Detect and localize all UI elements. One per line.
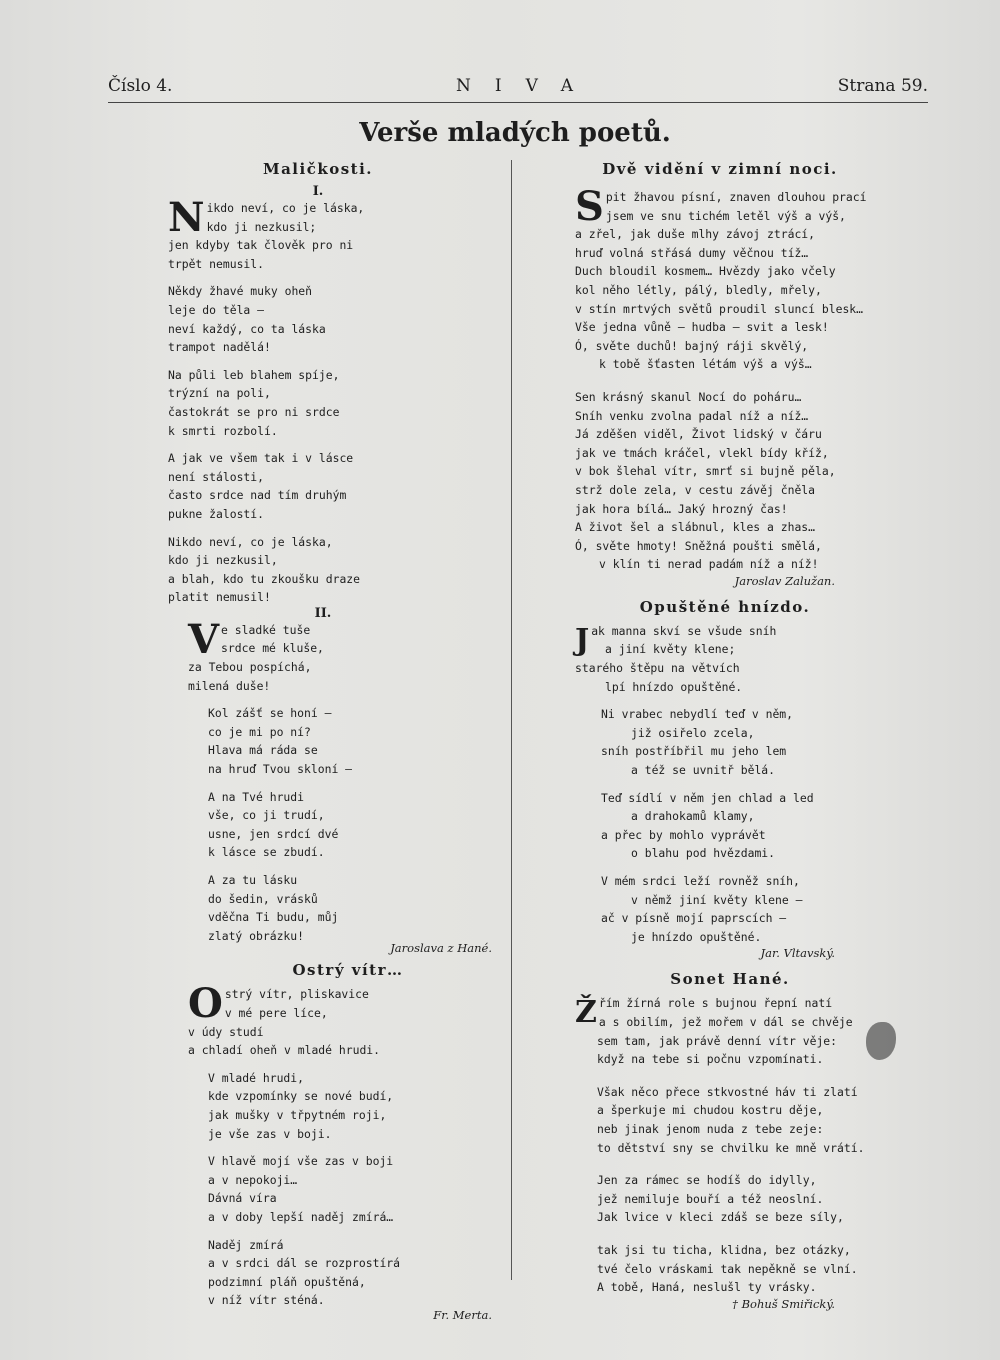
verse-line: Ni vrabec nebydlí teď v něm, [601,707,794,722]
stanza [168,194,468,273]
verse-line: A za tu lásku [208,873,298,887]
verse-line: a v doby lepší naděj zmírá… [208,1209,394,1224]
stanza [168,615,468,695]
poem-title: Opuštěné hnízdo. [639,597,811,616]
verse-line: Někdy žhavé muky oheň [168,284,313,299]
stanza [575,1171,865,1227]
stanza [168,871,468,945]
verse-line: Na půli leb blahem spíje, [168,367,340,382]
verse-line: Vše jedna vůně — hudba — svit a lesk! [575,320,829,335]
issue-number: Číslo 4. [108,76,173,96]
verse-line: Duch bloudil kosmem… Hvězdy jako včely [575,264,836,279]
stanza [168,1069,468,1143]
stanza [168,366,468,440]
verse-line: a v srdci dál se rozprostírá [208,1256,401,1271]
verse-line: usne, jen srdcí dvé [208,826,339,841]
verse-line: podzimní pláň opuštěná, [208,1274,366,1289]
ink-stain [866,1022,896,1060]
drop-cap: O [188,980,223,1028]
verse-line: kdo ji nezkusil, [168,553,278,568]
poem-author: Fr. Merta. [433,1307,492,1322]
column-divider [511,160,512,1280]
verse-line: A život šel a slábnul, kles a zhas… [575,520,816,535]
verse-line: neví každý, co ta láska [168,321,326,336]
verse-line: ikdo neví, co je láska, [206,201,365,215]
verse-line: Však něco přece stkvostné háv ti zlatí [597,1084,858,1099]
verse-line: častokrát se pro ni srdce [168,404,340,419]
stanza [575,994,865,1068]
verse-line: v bok šlehal vítr, smrť si bujně pěla, [575,464,836,479]
verse-line: Já zděšen viděl, Život lidský v čáru [575,427,822,442]
verse-line: a blah, kdo tu zkoušku draze [168,571,361,586]
poem-malickosti [168,160,492,956]
verse-line: vděčna Ti budu, můj [208,910,339,925]
magazine-name: NIVA [456,76,597,96]
poem-sonet-hane [575,970,865,1310]
verse-line: trpět nemusil. [168,256,265,271]
stanza [575,183,867,374]
verse-line: Dávná víra [208,1191,277,1206]
stanza [168,704,468,778]
poem-opustene-hnizdo [575,598,865,961]
verse-line: kde vzpomínky se nové budí, [208,1089,394,1104]
right-column [575,160,865,1311]
poem-title: Maličkosti. [262,160,374,178]
poem-author: Jaroslava z Hané. [390,941,492,956]
verse-line: řím žírná role s bujnou řepní natí [598,996,833,1011]
poem-author: † Bohuš Smiřický. [732,1296,835,1311]
verse-line: ak manna skví se všude sníh [591,623,777,638]
drop-cap: V [188,615,220,663]
verse-line: A tobě, Haná, neslušl ty vrásky. [597,1280,817,1295]
verse-line: Ó, světe duchů! bajný ráji skvělý, [575,338,809,353]
verse-line: Jen za rámec se hodíš do idylly, [597,1173,817,1188]
verse-line: je vše zas v boji. [208,1126,332,1141]
verse-line: v mé pere líce, [224,1005,328,1020]
verse-line: k tobě šťasten létám výš a výš… [599,357,812,372]
verse-line: jak ve tmách kráčel, vlekl bídy kříž, [575,445,829,460]
stanza [168,282,468,356]
poem-ostry-vitr [168,961,492,1322]
verse-line: Teď sídlí v něm jen chlad a led [601,790,814,805]
verse-line: často srdce nad tím druhým [168,488,347,503]
stanza [575,1241,865,1297]
left-column [168,160,492,1322]
verse-line: platit nemusil! [168,590,271,605]
verse-line: trampot nadělá! [168,340,271,355]
verse-line: o blahu pod hvězdami. [631,846,776,861]
verse-line: a s obilím, jež mořem v dál se chvěje [598,1014,853,1029]
verse-line: srdce mé kluše, [221,641,324,656]
poem-dve-videni [575,160,865,588]
verse-line: a v nepokoji… [208,1172,298,1187]
stanza [168,533,468,607]
verse-line: když na tebe si počnu vzpomínati. [597,1052,824,1067]
verse-line: za Tebou pospíchá, [188,660,312,675]
verse-line: lpí hnízdo opuštěné. [605,679,743,694]
verse-line: V mém srdci leží rovněž sníh, [601,874,800,888]
verse-line: již osiřelo zcela, [631,725,755,740]
stanza [168,1152,468,1226]
verse-line: není stálosti, [168,469,265,484]
verse-line: V hlavě mojí vše zas v boji [208,1154,394,1169]
verse-line: a chladí oheň v mladé hrudi. [188,1043,381,1058]
stanza [575,789,865,863]
stanza [168,788,468,862]
drop-cap: J [575,622,590,658]
verse-line: k lásce se zbudí. [208,845,325,860]
stanza [575,622,865,696]
verse-line: neb jinak jenom nuda z tebe zeje: [597,1121,824,1136]
verse-line: Ó, světe hmoty! Sněžná poušti smělá, [575,538,822,553]
verse-line: strý vítr, pliskavice [224,987,369,1002]
page-number: Strana 59. [837,76,928,96]
verse-line: a šperkuje mi chudou kostru děje, [597,1103,824,1118]
verse-line: a též se uvnitř bělá. [631,763,776,778]
verse-line: v stín mrtvých světů proudil sluncí blesk… [575,301,864,316]
stanza [168,449,468,523]
verse-line: e sladké tuše [221,622,311,637]
page-header [108,76,928,103]
drop-cap: Ž [575,995,597,1031]
verse-line: jak mušky v třpytném roji, [208,1107,387,1122]
verse-line: A jak ve všem tak i v lásce [168,451,354,466]
verse-line: jsem ve snu tichém letěl výš a výš, [605,208,846,223]
verse-line: ač v písně mojí paprscích — [601,911,787,926]
verse-line: pukne žalostí. [168,506,265,521]
verse-line: kol něho létly, pálý, bledly, mřely, [575,282,822,297]
stanza [168,1236,468,1310]
verse-line: k smrti rozbolí. [168,423,278,438]
verse-line: Hlava má ráda se [208,743,318,758]
verse-line: A na Tvé hrudi [208,789,305,804]
verse-line: Kol zášť se honí — [208,706,332,721]
verse-line: jež nemiluje bouří a též neoslní. [597,1191,824,1206]
stanza [575,872,865,946]
verse-line: je hnízdo opuštěné. [631,929,762,944]
verse-line: trýzní na poli, [168,386,271,401]
verse-line: vše, co ji trudí, [208,808,325,823]
verse-line: v klín ti nerad padám níž a níž! [599,557,819,572]
stanza [575,1083,865,1157]
verse-line: jen kdyby tak člověk pro ni [168,238,354,253]
verse-line: v níž vítr sténá. [208,1293,325,1308]
verse-line: tvé čelo vráskami tak nepěkně se vlní. [597,1261,858,1276]
verse-line: jak hora bílá… Jaký hrozný čas! [575,501,788,516]
verse-line: co je mi po ní? [208,724,311,739]
verse-line: pit žhavou písní, znaven dlouhou prací [605,190,867,204]
verse-line: na hruď Tvou skloní — [208,762,353,777]
verse-line: hruď volná střásá dumy věčnou tíž… [575,245,809,260]
poem-title: Dvě vidění v zimní noci. [602,160,838,178]
verse-line: v údy studí [188,1024,264,1039]
section-number: I. [312,184,324,199]
section-number: II. [314,605,332,621]
stanza [575,388,865,574]
verse-line: strž dole zela, v cestu závěj čněla [575,482,816,497]
verse-line: sem tam, jak právě denní vítr věje: [597,1033,838,1048]
verse-line: leje do těla — [168,302,265,317]
verse-line: a přec by mohlo vyprávět [601,827,766,842]
verse-line: milená duše! [188,678,271,693]
poem-title: Sonet Hané. [670,970,790,989]
verse-line: V mladé hrudi, [208,1070,305,1085]
verse-line: tak jsi tu ticha, klidna, bez otázky, [597,1242,851,1257]
verse-line: starého štěpu na větvích [575,661,740,676]
verse-line: do šedin, vrásků [208,891,318,906]
verse-line: kdo ji nezkusil; [206,219,317,234]
verse-line: a drahokamů klamy, [631,809,755,824]
verse-line: v němž jiní květy klene — [631,892,803,907]
verse-line: Naděj zmírá [208,1237,284,1252]
stanza [575,705,865,779]
verse-line: zlatý obrázku! [208,928,305,943]
poem-author: Jaroslav Zalužan. [734,573,835,588]
poem-title: Ostrý vítr… [292,961,404,980]
verse-line: Sníh venku zvolna padal níž a níž… [575,408,809,423]
verse-line: Jak lvice v kleci zdáš se beze síly, [597,1210,844,1225]
poem-author: Jar. Vltavský. [760,946,835,961]
verse-line: a zřel, jak duše mlhy závoj ztrácí, [575,227,816,242]
verse-line: a jiní květy klene; [605,642,736,657]
drop-cap: S [575,183,604,230]
page-title: Verše mladých poetů. [359,118,671,148]
verse-line: to dětství sny se chvilku ke mně vrátí. [597,1140,865,1155]
verse-line: Sen krásný skanul Nocí do poháru… [575,389,802,404]
drop-cap: N [168,194,205,241]
stanza [168,980,468,1059]
verse-line: sníh postříbřil mu jeho lem [601,744,787,759]
verse-line: Nikdo neví, co je láska, [168,534,333,549]
